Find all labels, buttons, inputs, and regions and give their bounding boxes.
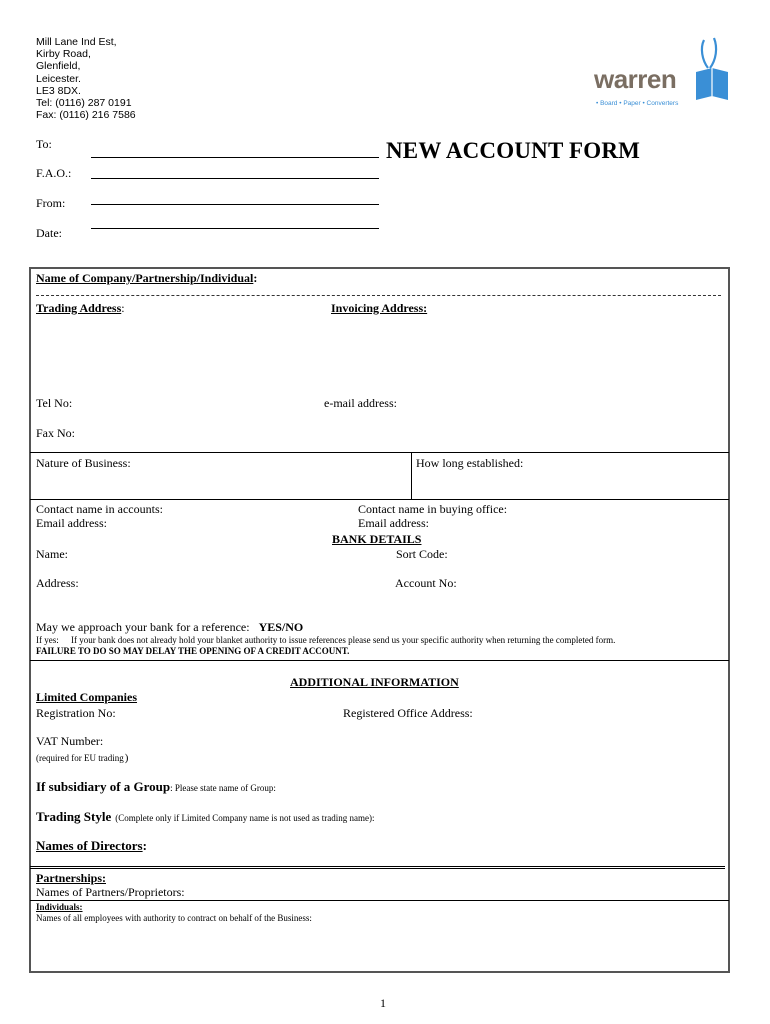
account-no-label: Account No:: [395, 576, 457, 590]
divider: [30, 900, 729, 901]
vat-note: [36, 752, 128, 764]
address-line: Kirby Road,: [36, 48, 91, 61]
limited-companies-heading: Limited Companies: [36, 690, 138, 704]
email-label: e-mail address:: [324, 396, 397, 410]
divider: [30, 499, 729, 500]
to-field[interactable]: [91, 157, 379, 158]
divider: [30, 452, 729, 453]
page-number: 1: [380, 996, 386, 1010]
form-title: NEW ACCOUNT FORM: [386, 138, 641, 163]
contact-buying-email-label: Email address:: [358, 516, 429, 530]
failure-warning: FAILURE TO DO SO MAY DELAY THE OPENING OF A CREDIT ACCOUNT.: [36, 646, 350, 656]
partnerships-heading: Partnerships:: [36, 871, 106, 885]
divider: [30, 660, 729, 661]
contact-accounts-email-label: Email address:: [36, 516, 107, 530]
bank-name-label: Name:: [36, 547, 68, 561]
registered-office-label: Registered Office Address:: [343, 706, 473, 720]
from-field[interactable]: [91, 204, 379, 205]
subsidiary-line: [36, 778, 276, 796]
directors-colon: :: [142, 838, 147, 853]
nature-of-business-label: Nature of Business:: [36, 456, 131, 470]
warren-logo: [592, 34, 742, 114]
trading-style-line: [36, 808, 374, 826]
contact-buying-label: Contact name in buying office:: [358, 502, 508, 516]
subsidiary-note: : Please state name of Group:: [170, 783, 276, 793]
to-label: To:: [36, 137, 52, 151]
bank-reference-question: [36, 620, 303, 635]
trading-style-note: (Complete only if Limited Company name is not used as trading name):: [115, 813, 375, 823]
trading-style-label: Trading Style: [36, 809, 112, 824]
company-name-label-text: Name of Company/Partnership/Individual: [36, 271, 254, 285]
from-label: From:: [36, 196, 66, 210]
company-name-label: [36, 271, 257, 286]
address-fax: Fax: (0116) 216 7586: [36, 109, 136, 122]
company-name-colon: :: [253, 271, 258, 285]
if-yes-text: If your bank does not already hold your blanket authority to issue references please send us your specific authority when returning the completed form.: [71, 635, 616, 645]
trading-address-label: [36, 301, 125, 316]
contact-accounts-label: Contact name in accounts:: [36, 502, 163, 516]
company-name-field[interactable]: [36, 295, 721, 296]
address-line: Glenfield,: [36, 60, 81, 73]
vat-note-close: ): [124, 752, 129, 764]
registration-no-label: Registration No:: [36, 706, 116, 720]
address-line: Leicester.: [36, 72, 81, 85]
if-yes-note: [36, 635, 615, 645]
additional-info-heading: ADDITIONAL INFORMATION: [290, 675, 459, 689]
directors-line: [36, 838, 147, 854]
if-yes-label: If yes:: [36, 635, 59, 645]
trading-address-label-text: Trading Address: [36, 301, 122, 315]
divider-double: [30, 866, 725, 869]
trading-address-colon: :: [121, 301, 125, 315]
vat-note-text: (required for EU trading: [36, 753, 124, 763]
company-address: [36, 36, 136, 121]
logo-wordmark: warren: [594, 64, 677, 94]
bank-details-heading: BANK DETAILS: [332, 532, 422, 546]
logo-tagline: • Board • Paper • Converters: [596, 100, 679, 107]
tel-label: Tel No:: [36, 396, 73, 410]
subsidiary-label: If subsidiary of a Group: [36, 779, 171, 794]
bank-address-label: Address:: [36, 576, 79, 590]
directors-label: Names of Directors: [36, 838, 143, 853]
address-line: LE3 8DX.: [36, 84, 81, 97]
sort-code-label: Sort Code:: [396, 547, 448, 561]
invoicing-address-label: Invoicing Address:: [331, 301, 428, 315]
partners-label: Names of Partners/Proprietors:: [36, 885, 185, 899]
how-long-established-label: How long established:: [416, 456, 524, 470]
individuals-heading: Individuals:: [36, 902, 83, 912]
fao-field[interactable]: [91, 178, 379, 179]
address-tel: Tel: (0116) 287 0191: [36, 97, 132, 110]
fax-label: Fax No:: [36, 426, 75, 440]
reference-question-text: May we approach your bank for a reference:: [36, 620, 250, 634]
divider-vertical: [411, 452, 412, 499]
date-field[interactable]: [91, 228, 379, 229]
fao-label: F.A.O.:: [36, 166, 72, 180]
vat-number-label: VAT Number:: [36, 734, 104, 748]
reference-answer[interactable]: YES/NO: [258, 620, 304, 634]
individuals-label: Names of all employees with authority to contract on behalf of the Business:: [36, 913, 312, 923]
date-label: Date:: [36, 226, 62, 240]
address-line: Mill Lane Ind Est,: [36, 36, 117, 48]
